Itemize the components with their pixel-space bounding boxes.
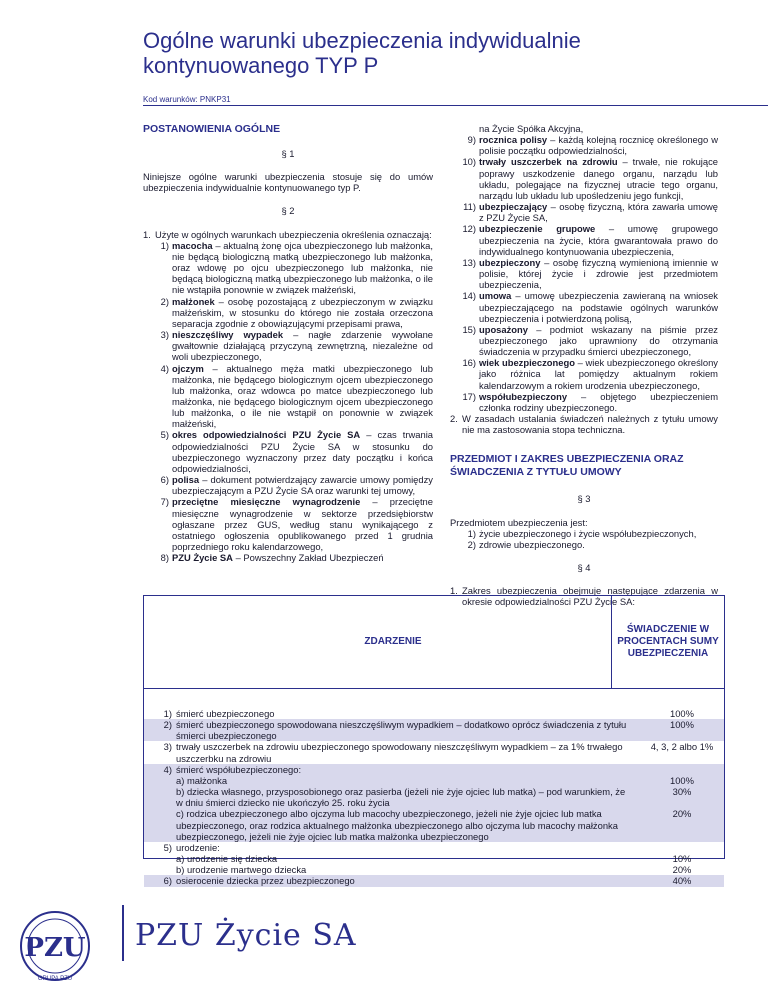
event-text: osierocenie dziecka przez ubezpieczonego	[176, 875, 355, 887]
definition-number: 14)	[462, 290, 476, 302]
definition-text: uposażony – podmiot wskazany na piśmie przez ubezpieczonego jako uprawniony do otrzymania świadczenia w przypadku śmierci ubezpieczonego,	[479, 323, 718, 358]
event-number: 2)	[163, 719, 172, 731]
paragraph-mark-1: § 1	[281, 148, 295, 159]
definition-term: macocha	[172, 239, 213, 251]
definition-item	[143, 240, 433, 296]
event-cell	[144, 764, 642, 775]
definition-item	[143, 552, 433, 563]
definition-number: 5)	[160, 429, 169, 441]
event-number: 5)	[163, 841, 172, 853]
definition-number: 2)	[467, 538, 476, 550]
definition-number: 3)	[160, 329, 169, 341]
event-text: śmierć współubezpieczonego:	[176, 763, 302, 775]
definition-item	[450, 134, 718, 156]
item-number: 1.	[143, 228, 151, 240]
definition-number: 1)	[160, 239, 169, 251]
definition-number: 13)	[462, 256, 476, 268]
definition-number: 17)	[462, 390, 476, 402]
definition-text: współubezpieczony – objętego ubezpieczeniem członka rodziny ubezpieczonego.	[479, 390, 718, 413]
benefits-table	[143, 595, 725, 887]
definition-term: wiek ubezpieczonego	[479, 357, 575, 369]
table-body	[144, 708, 724, 887]
definition-term: umowa	[479, 290, 512, 302]
definition-item	[143, 329, 433, 362]
event-cell	[144, 719, 642, 741]
logo-ring-text: GRUPA PZU	[37, 976, 73, 982]
definition-term: nieszczęśliwy wypadek	[172, 329, 284, 341]
table-row	[144, 786, 724, 808]
benefit-percent: 20%	[672, 808, 692, 820]
subject-list	[450, 528, 718, 550]
definition-term: współubezpieczony	[479, 390, 568, 402]
table-row	[144, 875, 724, 886]
benefit-percent: 100%	[670, 774, 694, 786]
definition-number: 8)	[160, 552, 169, 564]
table-row	[144, 808, 724, 841]
event-number	[144, 808, 176, 841]
definition-number: 4)	[160, 362, 169, 374]
event-cell	[144, 708, 642, 719]
definition-text: okres odpowiedzialności PZU Życie SA – czas trwania odpowiedzialności PZU Życie SA w stosunku do ubezpieczonego wyznaczony przez daty początku i końca odpowiedzialności,	[172, 429, 433, 474]
definition-term: ubezpieczający	[479, 201, 548, 213]
table-row	[144, 764, 724, 775]
definition-term: rocznica polisy	[479, 134, 548, 146]
item-text: Użyte w ogólnych warunkach ubezpieczenia określenia oznaczają:	[155, 228, 432, 240]
definition-term: trwały uszczerbek na zdrowiu	[479, 156, 618, 168]
table-row	[144, 775, 724, 786]
event-number: 6)	[163, 875, 172, 887]
definition-item	[143, 474, 433, 496]
event-text: trwały uszczerbek na zdrowiu ubezpieczonego spowodowany nieszczęśliwym wypadkiem – za 1% trwałego uszczerbku na zdrowiu	[176, 741, 623, 764]
definition-number: 9)	[467, 134, 476, 146]
definition-item	[450, 201, 718, 223]
event-number: 3)	[163, 741, 172, 753]
subject-intro: Przedmiotem ubezpieczenia jest:	[450, 516, 588, 528]
definition-number: 12)	[462, 223, 476, 235]
definition-text: ubezpieczony – osobę fizyczną wymienioną imiennie w polisie, której życie i zdrowie jest przedmiotem ubezpieczenia,	[479, 256, 718, 291]
left-column	[143, 123, 433, 563]
benefit-percent: 100%	[670, 719, 694, 731]
definition-text: PZU Życie SA – Powszechny Zakład Ubezpieczeń	[172, 552, 384, 564]
benefit-percent	[642, 764, 722, 775]
event-cell	[144, 864, 642, 875]
definition-term: polisa	[172, 474, 200, 486]
paragraph-mark-2: § 2	[281, 205, 295, 217]
event-text: a) urodzenie się dziecka	[176, 853, 278, 865]
event-number: 1)	[163, 708, 172, 719]
definition-term: ubezpieczony	[479, 256, 541, 268]
definition-term: ojczym	[172, 362, 204, 374]
definition-number: 6)	[160, 474, 169, 486]
definition-term: małżonek	[172, 295, 215, 307]
benefit-percent: 4, 3, 2 albo 1%	[650, 741, 714, 753]
event-cell	[144, 842, 642, 853]
definition-item	[450, 528, 718, 539]
event-cell	[144, 808, 642, 841]
column-header-event: ZDARZENIE	[364, 636, 422, 648]
definition-text: macocha – aktualną żonę ojca ubezpieczonego lub małżonka, nie będącą biologiczną matką ubezpieczonego lub małżonka, oraz wdowę po ojcu ubezpieczonego lub małżonka, nie będącą biologiczną matką ubezpieczonego lub małżonka, o ile nie wstąpiła ponownie w związek małżeński,	[172, 239, 433, 296]
benefit-percent	[642, 842, 722, 853]
event-text: urodzenie:	[176, 841, 220, 853]
definition-number: 1)	[467, 527, 476, 539]
definition-item	[450, 257, 718, 290]
event-number	[144, 775, 176, 786]
section-title-scope: PRZEDMIOT I ZAKRES UBEZPIECZENIA ORAZ ŚWIADCZENIA Z TYTUŁU UMOWY	[450, 453, 684, 479]
event-cell	[144, 741, 642, 763]
definition-text: ojczym – aktualnego męża matki ubezpieczonego lub małżonka, nie będącego biologicznym ojcem ubezpieczonego lub małżonka, oraz wdowca po matce ubezpieczonego lub małżonka, nie będącego biologicznym ojcem ubezpieczonego lub małżonka, o ile nie wstąpił on ponownie w związek małżeński,	[172, 362, 433, 430]
definition-item	[143, 496, 433, 552]
definition-text: ubezpieczający – osobę fizyczną, która zawarła umowę z PZU Życie SA,	[479, 201, 718, 224]
table-row	[144, 864, 724, 875]
definition-item	[143, 429, 433, 474]
conditions-code: Kod warunków: PNKP31	[143, 95, 231, 104]
definition-item	[143, 363, 433, 430]
definition-item	[450, 539, 718, 550]
header-rule	[143, 105, 768, 106]
right-column	[450, 123, 718, 607]
event-text: śmierć ubezpieczonego	[176, 708, 275, 719]
table-row	[144, 853, 724, 864]
event-text: b) dziecka własnego, przysposobionego oraz pasierba (jeżeli nie żyje ojciec lub matka) – pod warunkiem, że w dniu śmierci dziecko nie ukończyło 25. roku życia	[176, 786, 626, 809]
definitions-list-right	[450, 134, 718, 413]
numbered-item-2: 2. W zasadach ustalania świadczeń należnych z tytułu umowy nie ma zastosowania stopa techniczna.	[450, 413, 718, 436]
definition-item	[450, 357, 718, 390]
event-text: śmierć ubezpieczonego spowodowana nieszczęśliwym wypadkiem – dodatkowo oprócz świadczenia z tytułu śmierci ubezpieczonego	[176, 719, 627, 742]
event-text: b) urodzenie martwego dziecka	[176, 864, 307, 876]
definition-continuation: na Życie Spółka Akcyjna,	[479, 123, 584, 134]
benefit-percent: 100%	[670, 708, 694, 719]
definition-text: życie ubezpieczonego i życie współubezpieczonych,	[479, 527, 697, 539]
numbered-item-1	[143, 229, 433, 240]
table-row	[144, 842, 724, 853]
header-divider	[144, 688, 724, 689]
definition-text: wiek ubezpieczonego – wiek ubezpieczonego określony jako różnica lat pomiędzy aktualnym rokiem kalendarzowym a rokiem urodzenia ubezpieczonego,	[479, 357, 718, 391]
definition-text: nieszczęśliwy wypadek – nagłe zdarzenie wywołane gwałtownie działającą przyczyną zewnętrzną, niezależne od woli ubezpieczonego,	[172, 329, 434, 363]
definition-text: małżonek – osobę pozostającą z ubezpieczonym w związku małżeńskim, w stosunku do którego nie została orzeczona separacja zgodnie z obowiązującymi przepisami prawa,	[172, 295, 433, 329]
table-row	[144, 719, 724, 741]
event-number: 4)	[163, 763, 172, 775]
definition-number: 2)	[160, 295, 169, 307]
definition-item	[450, 324, 718, 357]
definition-text: umowa – umowę ubezpieczenia zawieraną na wniosek ubezpieczającego na podstawie ogólnych warunków ubezpieczenia i potwierdzoną polisą,	[479, 290, 718, 324]
definition-text: ubezpieczenie grupowe – umowę grupowego ubezpieczenia na życie, która gwarantowała prawo do indywidualnego kontynuowania ubezpieczenia,	[479, 223, 718, 257]
logo-letters: PZU	[24, 933, 86, 963]
benefit-percent: 30%	[672, 786, 692, 798]
scope-item: 1. Zakres ubezpieczenia obejmuje następujące zdarzenia w okresie odpowiedzialności PZU Życie SA:	[450, 585, 718, 608]
event-cell	[144, 775, 642, 786]
definition-item	[450, 223, 718, 256]
benefit-percent: 40%	[672, 875, 692, 887]
benefit-percent: 20%	[672, 864, 692, 876]
definition-number: 16)	[462, 357, 476, 369]
section-title-general: POSTANOWIENIA OGÓLNE	[143, 123, 281, 135]
definitions-list-left	[143, 240, 433, 564]
definition-term: uposażony	[479, 323, 528, 335]
paragraph-mark-4: § 4	[577, 562, 591, 573]
footer-divider	[122, 905, 124, 961]
intro-text: Niniejsze ogólne warunki ubezpieczenia stosuje się do umów ubezpieczenia indywidualnie kontynuowanego typ P.	[143, 171, 433, 194]
event-number	[144, 853, 176, 864]
event-number	[144, 864, 176, 875]
definition-text: rocznica polisy – każdą kolejną rocznicę określonego w polisie początku odpowiedzialności,	[479, 134, 718, 157]
event-cell	[144, 875, 642, 886]
column-header-benefit: ŚWIADCZENIE W PROCENTACH SUMY UBEZPIECZENIA	[611, 596, 724, 688]
benefit-percent: 10%	[672, 853, 692, 865]
document-title: Ogólne warunki ubezpieczenia indywidualnie kontynuowanego TYP P	[143, 28, 581, 78]
definition-number: 10)	[462, 156, 476, 168]
definition-text: polisa – dokument potwierdzający zawarcie umowy pomiędzy ubezpieczającym a PZU Życie SA oraz warunki tej umowy,	[172, 474, 433, 497]
definition-term: ubezpieczenie grupowe	[479, 223, 596, 235]
definition-item	[450, 156, 718, 201]
definition-number: 11)	[463, 201, 476, 213]
definition-text: przeciętne miesięczne wynagrodzenie – przeciętne miesięczne wynagrodzenie w sektorze przedsiębiorstw ogłaszane przez GUS, według stanu wynikającego z ostatniego ogłoszenia opublikowanego przed 1 grudnia poprzedniego roku kalendarzowego,	[172, 496, 433, 552]
definition-item	[450, 290, 718, 323]
definition-number: 7)	[160, 496, 169, 508]
event-text: a) małżonka	[176, 774, 228, 786]
definition-term: przeciętne miesięczne wynagrodzenie	[172, 496, 361, 508]
event-cell	[144, 786, 642, 808]
table-row	[144, 708, 724, 719]
brand-name: PZU Życie SA	[135, 918, 357, 953]
definition-text: trwały uszczerbek na zdrowiu – trwałe, nie rokujące poprawy uszkodzenie danego organu, narządu lub układu, polegające na fizycznej utracie tego organu, narządu lub układu lub upośledzeniu jego funkcji,	[479, 156, 718, 201]
definition-number: 15)	[462, 323, 476, 335]
definition-text: zdrowie ubezpieczonego.	[479, 538, 585, 550]
definition-item	[143, 296, 433, 329]
definition-item	[450, 391, 718, 413]
paragraph-mark-3: § 3	[577, 493, 591, 505]
definition-term: PZU Życie SA	[172, 552, 233, 564]
definition-term: okres odpowiedzialności PZU Życie SA	[172, 429, 361, 441]
event-number	[144, 786, 176, 808]
event-cell	[144, 853, 642, 864]
event-text: c) rodzica ubezpieczonego albo ojczyma lub macochy ubezpieczonego, jeżeli nie żyje ojciec lub matka ubezpieczonego, oraz rodzica aktualnego małżonka ubezpieczonego albo ojczyma lub macochy małżonka ubezpieczonego, jeżeli nie żyje ojciec lub matka małżonka ubezpieczonego	[176, 808, 618, 842]
table-row	[144, 741, 724, 763]
pzu-logo-icon	[10, 908, 100, 988]
